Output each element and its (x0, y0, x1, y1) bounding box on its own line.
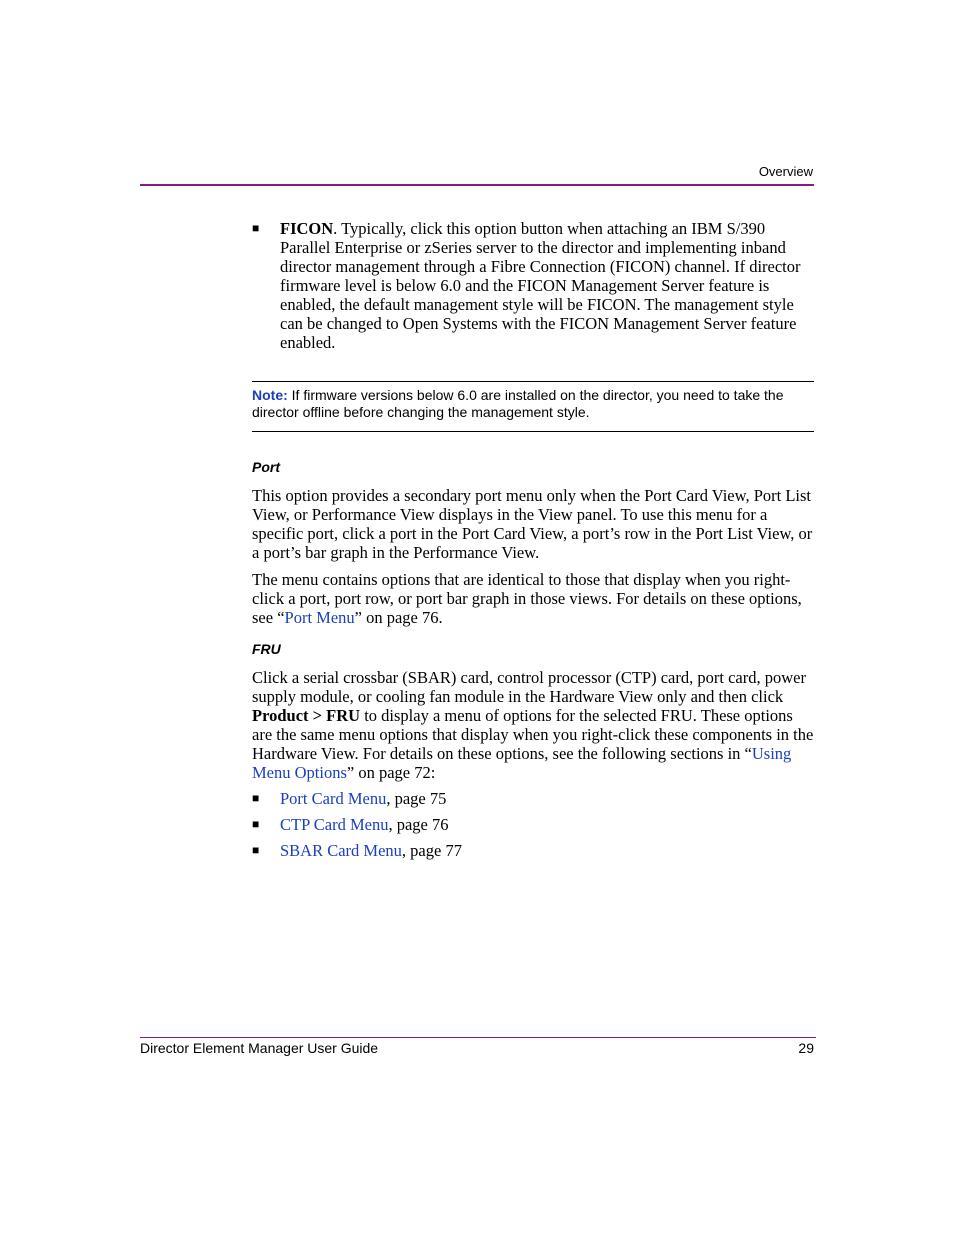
bullet-marker: ■ (252, 221, 260, 235)
sbar-card-menu-link[interactable]: SBAR Card Menu (280, 841, 402, 860)
note-box (252, 381, 814, 432)
list-item (252, 841, 814, 860)
bullet-marker: ■ (252, 817, 260, 831)
port-heading: Port (252, 459, 280, 475)
header-rule (140, 184, 814, 186)
port-para2-before: The menu contains options that are identical to those that display when you right-click a port, port row, or port bar graph in those views. For details on these options, see “ (252, 570, 802, 627)
note-label: Note: (252, 387, 288, 403)
ficon-bullet (252, 219, 814, 352)
list-item (252, 815, 814, 834)
footer-rule (140, 1037, 816, 1038)
fru-heading: FRU (252, 641, 281, 657)
list-item-suffix: , page 76 (388, 815, 449, 834)
fru-paragraph (252, 668, 814, 782)
ctp-card-menu-link[interactable]: CTP Card Menu (280, 815, 389, 834)
port-paragraph-2 (252, 570, 814, 627)
port-paragraph-1: This option provides a secondary port menu only when the Port Card View, Port List View, or Performance View displays in the View panel. To use this menu for a specific port, click a port in the Port Card View, a port’s row in the Port List View, or a port’s bar graph in the Performance View. (252, 486, 813, 562)
list-item-suffix: , page 75 (386, 789, 447, 808)
fru-para-before: Click a serial crossbar (SBAR) card, control processor (CTP) card, port card, power supply module, or cooling fan module in the Hardware View only and then click (252, 668, 806, 706)
fru-para-after: ” on page 72: (346, 763, 436, 782)
port-card-menu-link[interactable]: Port Card Menu (280, 789, 387, 808)
ficon-text: . Typically, click this option button when attaching an IBM S/390 Parallel Enterprise or zSeries server to the director and implementing inband director management through a Fibre Connection (FICON) channel. If director firmware level is below 6.0 and the FICON Management Server feature is enabled, the default management style will be FICON. The management style can be changed to Open Systems with the FICON Management Server feature enabled. (280, 219, 801, 352)
page-number: 29 (798, 1040, 814, 1056)
fru-para-middle: to display a menu of options for the selected FRU. These options are the same menu options that display when you right-click these components in the Hardware View. For details on these options, see the following sections in “ (252, 706, 814, 763)
fru-menu-path: Product > FRU (252, 706, 361, 725)
bullet-marker: ■ (252, 791, 260, 805)
list-item-suffix: , page 77 (401, 841, 462, 860)
bullet-marker: ■ (252, 843, 260, 857)
ficon-term: FICON (280, 219, 334, 238)
main-content (252, 219, 814, 867)
port-menu-link[interactable]: Port Menu (284, 608, 355, 627)
ficon-paragraph (280, 219, 814, 352)
using-menu-options-link[interactable]: Using Menu Options (252, 744, 792, 782)
fru-menu-list (252, 789, 814, 860)
note-text: If firmware versions below 6.0 are installed on the director, you need to take the director offline before changing the management style. (252, 387, 784, 420)
footer-title: Director Element Manager User Guide (140, 1040, 379, 1056)
port-para2-after: ” on page 76. (354, 608, 443, 627)
running-header: Overview (758, 164, 813, 179)
list-item (252, 789, 814, 808)
